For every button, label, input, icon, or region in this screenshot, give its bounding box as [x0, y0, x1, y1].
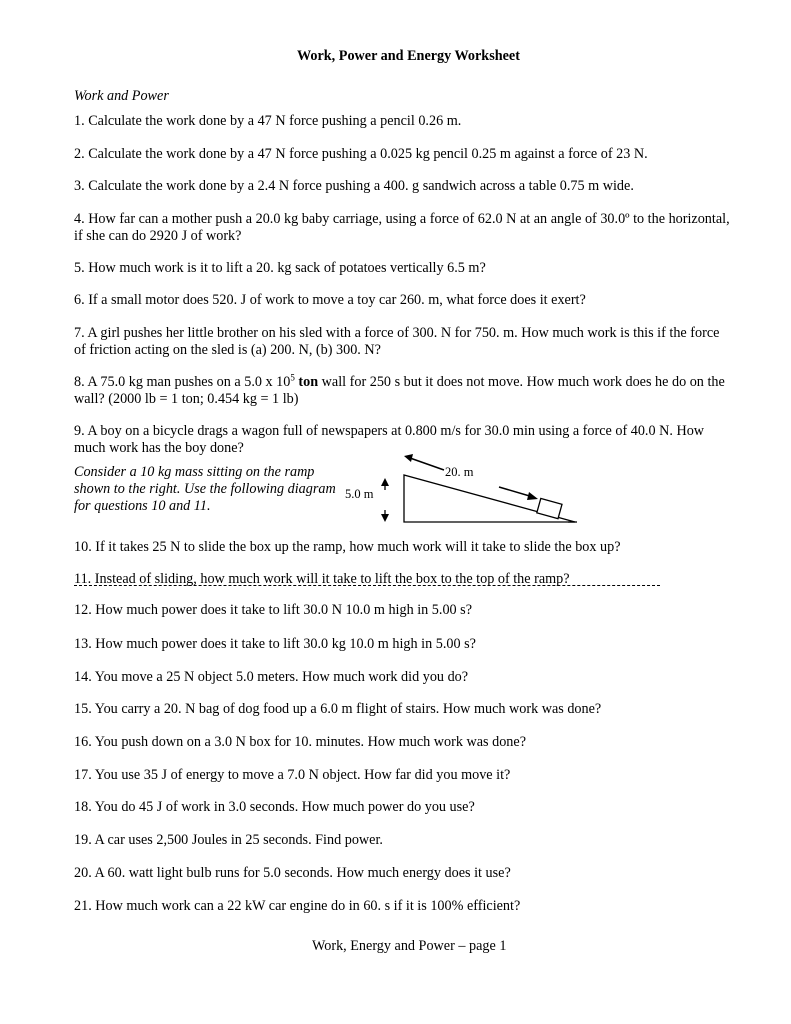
section-divider: [74, 585, 660, 586]
length-dimension-arrowhead: [404, 454, 413, 462]
question-15: 15. You carry a 20. N bag of dog food up a 6.0 m flight of stairs. How much work was done?: [74, 701, 602, 717]
ramp-intro-line-1: Consider a 10 kg mass sitting on the ramp: [74, 464, 315, 480]
ramp-intro-line-2: shown to the right. Use the following diagram: [74, 481, 336, 497]
height-arrow-up-icon: [381, 478, 389, 486]
question-12: 12. How much power does it take to lift 30.0 N 10.0 m high in 5.00 s?: [74, 602, 472, 618]
question-5: 5. How much work is it to lift a 20. kg sack of potatoes vertically 6.5 m?: [74, 260, 486, 276]
question-8-exponent: 5: [290, 372, 295, 383]
ramp-intro-line-3: for questions 10 and 11.: [74, 498, 211, 514]
question-19: 19. A car uses 2,500 Joules in 25 seconds. Find power.: [74, 832, 383, 848]
page-footer: Work, Energy and Power – page 1: [312, 938, 507, 954]
question-17: 17. You use 35 J of energy to move a 7.0 N object. How far did you move it?: [74, 767, 511, 783]
question-18: 18. You do 45 J of work in 3.0 seconds. How much power do you use?: [74, 799, 475, 815]
height-arrow-down-icon: [381, 514, 389, 522]
question-16: 16. You push down on a 3.0 N box for 10. minutes. How much work was done?: [74, 734, 526, 750]
ramp-slide-arrowhead: [527, 492, 538, 500]
question-8-text-b: wall for 250 s but it does not move. How much work does he do on the: [318, 374, 725, 390]
question-8-bold-unit: ton: [298, 374, 319, 390]
page-title: Work, Power and Energy Worksheet: [297, 48, 520, 64]
question-3: 3. Calculate the work done by a 2.4 N force pushing a 400. g sandwich across a table 0.75 m wide.: [74, 178, 634, 194]
box-on-ramp: [537, 498, 562, 518]
section-heading: Work and Power: [74, 88, 169, 104]
ramp-height-label: 5.0 m: [345, 487, 374, 501]
question-8-text-a: 8. A 75.0 kg man pushes on a 5.0 x 10: [74, 374, 291, 390]
question-8-line-2: wall? (2000 lb = 1 ton; 0.454 kg = 1 lb): [74, 391, 299, 407]
question-4-line-1: 4. How far can a mother push a 20.0 kg baby carriage, using a force of 62.0 N at an angle of 30.0º to the horizontal,: [74, 211, 730, 227]
question-14: 14. You move a 25 N object 5.0 meters. How much work did you do?: [74, 669, 469, 685]
question-1: 1. Calculate the work done by a 47 N force pushing a pencil 0.26 m.: [74, 113, 462, 129]
question-9-line-2: much work has the boy done?: [74, 440, 244, 456]
question-7-line-2: of friction acting on the sled is (a) 200. N, (b) 300. N?: [74, 342, 381, 358]
question-6: 6. If a small motor does 520. J of work to move a toy car 260. m, what force does it exert?: [74, 292, 586, 308]
question-9-line-1: 9. A boy on a bicycle drags a wagon full of newspapers at 0.800 m/s for 30.0 min using a force of 40.0 N. How: [74, 423, 705, 439]
ramp-length-label: 20. m: [445, 465, 474, 479]
question-21: 21. How much work can a 22 kW car engine do in 60. s if it is 100% efficient?: [74, 898, 521, 914]
question-20: 20. A 60. watt light bulb runs for 5.0 seconds. How much energy does it use?: [74, 865, 511, 881]
ramp-slide-arrow: [499, 487, 533, 497]
question-11: 11. Instead of sliding, how much work will it take to lift the box to the top of the ramp?: [74, 571, 570, 587]
question-7-line-1: 7. A girl pushes her little brother on his sled with a force of 300. N for 750. m. How much work is this if the force: [74, 325, 720, 341]
question-10: 10. If it takes 25 N to slide the box up the ramp, how much work will it take to slide the box up?: [74, 539, 621, 555]
question-2: 2. Calculate the work done by a 47 N force pushing a 0.025 kg pencil 0.25 m against a force of 23 N.: [74, 146, 648, 162]
length-dimension-arrow: [410, 458, 444, 470]
question-13: 13. How much power does it take to lift 30.0 kg 10.0 m high in 5.00 s?: [74, 636, 476, 652]
question-4-line-2: if she can do 2920 J of work?: [74, 228, 242, 244]
